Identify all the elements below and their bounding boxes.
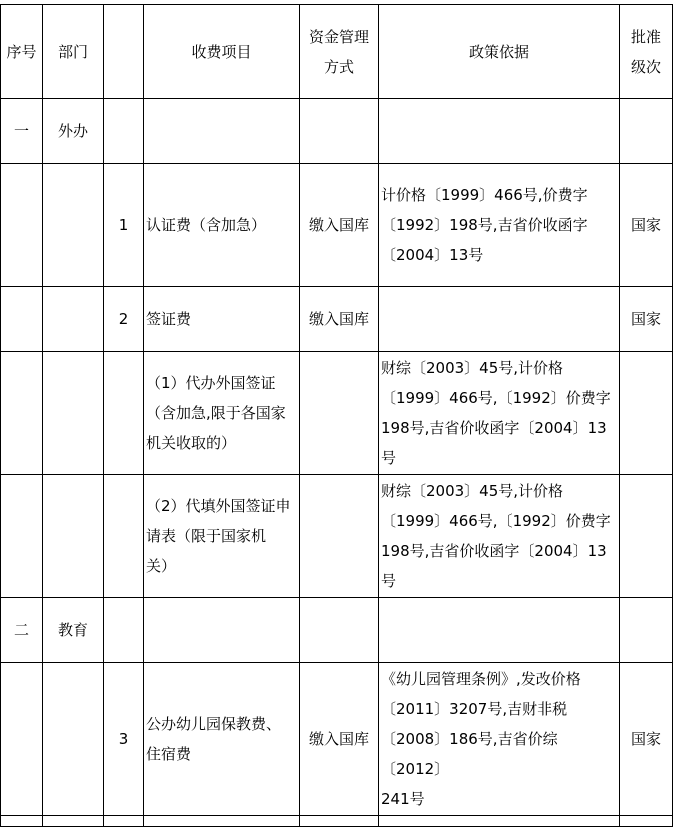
- cell-item: [144, 598, 300, 663]
- cell-fund: [300, 99, 379, 164]
- table-row: [1, 475, 673, 598]
- cell-level: 国家: [620, 663, 673, 816]
- cell-num: [104, 598, 144, 663]
- cell-item: （2）代填外国签证申 请表（限于国家机 关）: [144, 475, 300, 598]
- cell-level: [620, 598, 673, 663]
- header-seq: 序号: [1, 5, 43, 99]
- cell-empty: [1, 816, 43, 827]
- cell-dept: [43, 352, 104, 475]
- table-row: [1, 164, 673, 287]
- cell-dept: 教育: [43, 598, 104, 663]
- cell-dept: [43, 164, 104, 287]
- cell-item: 公办幼儿园保教费、 住宿费: [144, 663, 300, 816]
- cell-item: [144, 99, 300, 164]
- cell-fund: 缴入国库: [300, 663, 379, 816]
- cell-num: 2: [104, 287, 144, 352]
- cell-fund: [300, 475, 379, 598]
- cell-level: 国家: [620, 164, 673, 287]
- cell-dept: [43, 475, 104, 598]
- table-row: [1, 598, 673, 663]
- cell-empty: [620, 816, 673, 827]
- cell-dept: [43, 287, 104, 352]
- header-level: 批准 级次: [620, 5, 673, 99]
- cell-empty: [379, 816, 620, 827]
- cell-num: [104, 352, 144, 475]
- cell-policy: 《幼儿园管理条例》,发改价格 〔2011〕3207号,吉财非税 〔2008〕186号,吉省价综〔2012〕 241号: [379, 663, 620, 816]
- cell-seq: 二: [1, 598, 43, 663]
- cell-num: [104, 99, 144, 164]
- cell-seq: [1, 164, 43, 287]
- cell-empty: [300, 816, 379, 827]
- table-row: [1, 352, 673, 475]
- table-row: [1, 287, 673, 352]
- cell-fund: [300, 598, 379, 663]
- cell-seq: 一: [1, 99, 43, 164]
- cell-fund: 缴入国库: [300, 164, 379, 287]
- cell-item: 认证费（含加急）: [144, 164, 300, 287]
- cell-level: [620, 475, 673, 598]
- header-num: [104, 5, 144, 99]
- cell-level: [620, 352, 673, 475]
- cell-fund: 缴入国库: [300, 287, 379, 352]
- cell-empty: [144, 816, 300, 827]
- cell-seq: [1, 352, 43, 475]
- cell-dept: 外办: [43, 99, 104, 164]
- cell-seq: [1, 663, 43, 816]
- table-row: [1, 663, 673, 816]
- cell-fund: [300, 352, 379, 475]
- cell-policy: 财综〔2003〕45号,计价格 〔1999〕466号,〔1992〕价费字 198号,吉省价收函字〔2004〕13号: [379, 352, 620, 475]
- header-item: 收费项目: [144, 5, 300, 99]
- cell-seq: [1, 287, 43, 352]
- cell-policy: [379, 287, 620, 352]
- cell-policy: 计价格〔1999〕466号,价费字 〔1992〕198号,吉省价收函字 〔2004〕13号: [379, 164, 620, 287]
- cell-dept: [43, 663, 104, 816]
- cell-policy: 财综〔2003〕45号,计价格 〔1999〕466号,〔1992〕价费字 198号,吉省价收函字〔2004〕13号: [379, 475, 620, 598]
- cell-item: 签证费: [144, 287, 300, 352]
- cell-seq: [1, 475, 43, 598]
- cell-num: [104, 475, 144, 598]
- table-row-partial: [1, 816, 673, 827]
- table-row: [1, 99, 673, 164]
- cell-num: 3: [104, 663, 144, 816]
- cell-empty: [43, 816, 104, 827]
- cell-level: 国家: [620, 287, 673, 352]
- header-dept: 部门: [43, 5, 104, 99]
- header-fund: 资金管理 方式: [300, 5, 379, 99]
- cell-num: 1: [104, 164, 144, 287]
- cell-policy: [379, 598, 620, 663]
- cell-empty: [104, 816, 144, 827]
- header-row: [1, 5, 673, 99]
- cell-level: [620, 99, 673, 164]
- cell-policy: [379, 99, 620, 164]
- cell-item: （1）代办外国签证 （含加急,限于各国家 机关收取的）: [144, 352, 300, 475]
- fee-table: [0, 4, 673, 827]
- header-policy: 政策依据: [379, 5, 620, 99]
